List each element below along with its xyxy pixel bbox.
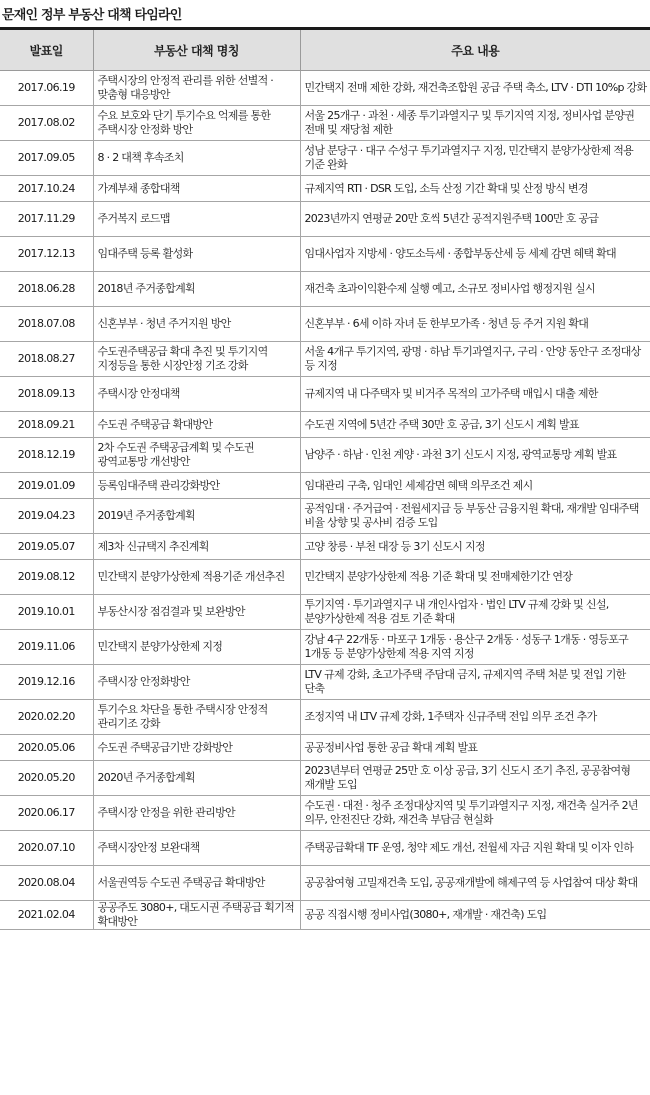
table-header-row — [0, 30, 650, 71]
cell-date: 2019.01.09 — [0, 473, 93, 499]
table-row — [0, 438, 650, 473]
table-row — [0, 831, 650, 866]
policy-timeline-table — [0, 30, 650, 930]
cell-name: 가계부채 종합대책 — [93, 176, 300, 202]
cell-content: 남양주 · 하남 · 인천 계양 · 과천 3기 신도시 지정, 광역교통망 계획 발표 — [300, 438, 650, 473]
cell-name: 공공주도 3080+, 대도시권 주택공급 획기적 확대방안 — [93, 901, 300, 930]
table-row — [0, 534, 650, 560]
cell-content: 고양 창릉 · 부천 대장 등 3기 신도시 지정 — [300, 534, 650, 560]
cell-name: 수요 보호와 단기 투기수요 억제를 통한 주택시장 안정화 방안 — [93, 106, 300, 141]
cell-name: 제3차 신규택지 추진계획 — [93, 534, 300, 560]
table-row — [0, 735, 650, 761]
table-row — [0, 272, 650, 307]
cell-content: 투기지역 · 투기과열지구 내 개인사업자 · 법인 LTV 규제 강화 및 신설, 분양가상한제 적용 검토 기준 확대 — [300, 595, 650, 630]
table-row — [0, 176, 650, 202]
cell-content: 조정지역 내 LTV 규제 강화, 1주택자 신규주택 전입 의무 조건 추가 — [300, 700, 650, 735]
cell-name: 신혼부부 · 청년 주거지원 방안 — [93, 307, 300, 342]
table-row — [0, 237, 650, 272]
header-name: 부동산 대책 명칭 — [93, 30, 300, 71]
header-date: 발표일 — [0, 30, 93, 71]
cell-content: 신혼부부 · 6세 이하 자녀 둔 한부모가족 · 청년 등 주거 지원 확대 — [300, 307, 650, 342]
table-row — [0, 901, 650, 930]
cell-name: 2020년 주거종합계획 — [93, 761, 300, 796]
cell-date: 2020.05.20 — [0, 761, 93, 796]
cell-date: 2020.08.04 — [0, 866, 93, 901]
table-row — [0, 377, 650, 412]
cell-date: 2020.02.20 — [0, 700, 93, 735]
cell-content: 민간택지 전매 제한 강화, 재건축조합원 공급 주택 축소, LTV · DTI 10%p 강화 — [300, 71, 650, 106]
cell-name: 2019년 주거종합계획 — [93, 499, 300, 534]
table-row — [0, 560, 650, 595]
cell-name: 주택시장 안정대책 — [93, 377, 300, 412]
cell-date: 2018.08.27 — [0, 342, 93, 377]
cell-date: 2018.09.21 — [0, 412, 93, 438]
cell-date: 2019.08.12 — [0, 560, 93, 595]
cell-content: 성남 분당구 · 대구 수성구 투기과열지구 지정, 민간택지 분양가상한제 적용 기준 완화 — [300, 141, 650, 176]
table-row — [0, 761, 650, 796]
cell-name: 주택시장 안정화방안 — [93, 665, 300, 700]
cell-date: 2019.05.07 — [0, 534, 93, 560]
cell-content: LTV 규제 강화, 초고가주택 주담대 금지, 규제지역 주택 처분 및 전입 기한 단축 — [300, 665, 650, 700]
cell-content: 강남 4구 22개동 · 마포구 1개동 · 용산구 2개동 · 성동구 1개동 · 영등포구 1개동 등 분양가상한제 적용 지역 지정 — [300, 630, 650, 665]
cell-content: 수도권 지역에 5년간 주택 30만 호 공급, 3기 신도시 계획 발표 — [300, 412, 650, 438]
cell-content: 공공정비사업 통한 공급 확대 계획 발표 — [300, 735, 650, 761]
cell-content: 주택공급확대 TF 운영, 청약 제도 개선, 전월세 자금 지원 확대 및 이자 인하 — [300, 831, 650, 866]
cell-date: 2018.07.08 — [0, 307, 93, 342]
cell-name: 투기수요 차단을 통한 주택시장 안정적 관리기조 강화 — [93, 700, 300, 735]
table-row — [0, 412, 650, 438]
table-row — [0, 342, 650, 377]
cell-content: 공적임대 · 주거급여 · 전월세지급 등 부동산 금융지원 확대, 재개발 임대주택 비율 상향 및 공사비 검증 도입 — [300, 499, 650, 534]
cell-date: 2019.10.01 — [0, 595, 93, 630]
cell-content: 2023년까지 연평균 20만 호씩 5년간 공적지원주택 100만 호 공급 — [300, 202, 650, 237]
cell-name: 주택시장의 안정적 관리를 위한 선별적 · 맞춤형 대응방안 — [93, 71, 300, 106]
cell-content: 공공참여형 고밀재건축 도입, 공공재개발에 해제구역 등 사업참여 대상 확대 — [300, 866, 650, 901]
cell-name: 민간택지 분양가상한제 지정 — [93, 630, 300, 665]
cell-content: 규제지역 내 다주택자 및 비거주 목적의 고가주택 매입시 대출 제한 — [300, 377, 650, 412]
cell-date: 2020.05.06 — [0, 735, 93, 761]
cell-name: 수도권 주택공급 확대방안 — [93, 412, 300, 438]
cell-content: 민간택지 분양가상한제 적용 기준 확대 및 전매제한기간 연장 — [300, 560, 650, 595]
cell-date: 2020.06.17 — [0, 796, 93, 831]
table-row — [0, 71, 650, 106]
table-row — [0, 665, 650, 700]
cell-date: 2018.12.19 — [0, 438, 93, 473]
table-row — [0, 202, 650, 237]
cell-date: 2017.08.02 — [0, 106, 93, 141]
cell-date: 2018.06.28 — [0, 272, 93, 307]
cell-content: 서울 4개구 투기지역, 광명 · 하남 투기과열지구, 구리 · 안양 동안구 조정대상 등 지정 — [300, 342, 650, 377]
table-row — [0, 499, 650, 534]
cell-name: 민간택지 분양가상한제 적용기준 개선추진 — [93, 560, 300, 595]
cell-date: 2019.04.23 — [0, 499, 93, 534]
cell-name: 주택시장안정 보완대책 — [93, 831, 300, 866]
table-row — [0, 473, 650, 499]
cell-date: 2019.11.06 — [0, 630, 93, 665]
table-row — [0, 866, 650, 901]
cell-content: 임대관리 구축, 임대인 세제감면 혜택 의무조건 제시 — [300, 473, 650, 499]
cell-date: 2021.02.04 — [0, 901, 93, 930]
table-row — [0, 595, 650, 630]
cell-name: 서울권역등 수도권 주택공급 확대방안 — [93, 866, 300, 901]
cell-content: 규제지역 RTI · DSR 도입, 소득 산정 기간 확대 및 산정 방식 변경 — [300, 176, 650, 202]
title-bar — [0, 0, 650, 30]
cell-name: 2018년 주거종합계획 — [93, 272, 300, 307]
page-title: 문재인 정부 부동산 대책 타임라인 — [2, 8, 182, 23]
cell-name: 부동산시장 점검결과 및 보완방안 — [93, 595, 300, 630]
cell-content: 재건축 초과이익환수제 실행 예고, 소규모 정비사업 행정지원 실시 — [300, 272, 650, 307]
cell-name: 주택시장 안정을 위한 관리방안 — [93, 796, 300, 831]
cell-name: 수도권 주택공급기반 강화방안 — [93, 735, 300, 761]
cell-content: 수도권 · 대전 · 청주 조정대상지역 및 투기과열지구 지정, 재건축 실거주 2년 의무, 안전진단 강화, 재건축 부담금 현실화 — [300, 796, 650, 831]
cell-date: 2017.10.24 — [0, 176, 93, 202]
table-row — [0, 630, 650, 665]
cell-date: 2017.09.05 — [0, 141, 93, 176]
cell-date: 2017.06.19 — [0, 71, 93, 106]
table-row — [0, 106, 650, 141]
cell-name: 임대주택 등록 활성화 — [93, 237, 300, 272]
cell-content: 임대사업자 지방세 · 양도소득세 · 종합부동산세 등 세제 감면 혜택 확대 — [300, 237, 650, 272]
table-row — [0, 796, 650, 831]
table-row — [0, 307, 650, 342]
cell-date: 2019.12.16 — [0, 665, 93, 700]
table-row — [0, 700, 650, 735]
header-content: 주요 내용 — [300, 30, 650, 71]
cell-content: 공공 직접시행 정비사업(3080+, 재개발 · 재건축) 도입 — [300, 901, 650, 930]
cell-date: 2020.07.10 — [0, 831, 93, 866]
cell-date: 2017.12.13 — [0, 237, 93, 272]
cell-content: 2023년부터 연평균 25만 호 이상 공급, 3기 신도시 조기 추진, 공공참여형 재개발 도입 — [300, 761, 650, 796]
cell-name: 주거복지 로드맵 — [93, 202, 300, 237]
cell-name: 2차 수도권 주택공급계획 및 수도권 광역교통망 개선방안 — [93, 438, 300, 473]
cell-name: 수도권주택공급 확대 추진 및 투기지역 지정등을 통한 시장안정 기조 강화 — [93, 342, 300, 377]
cell-name: 등록임대주택 관리강화방안 — [93, 473, 300, 499]
cell-content: 서울 25개구 · 과천 · 세종 투기과열지구 및 투기지역 지정, 정비사업 분양권 전매 및 재당첨 제한 — [300, 106, 650, 141]
cell-date: 2018.09.13 — [0, 377, 93, 412]
cell-date: 2017.11.29 — [0, 202, 93, 237]
table-row — [0, 141, 650, 176]
table-body — [0, 71, 650, 930]
cell-name: 8 · 2 대책 후속조치 — [93, 141, 300, 176]
